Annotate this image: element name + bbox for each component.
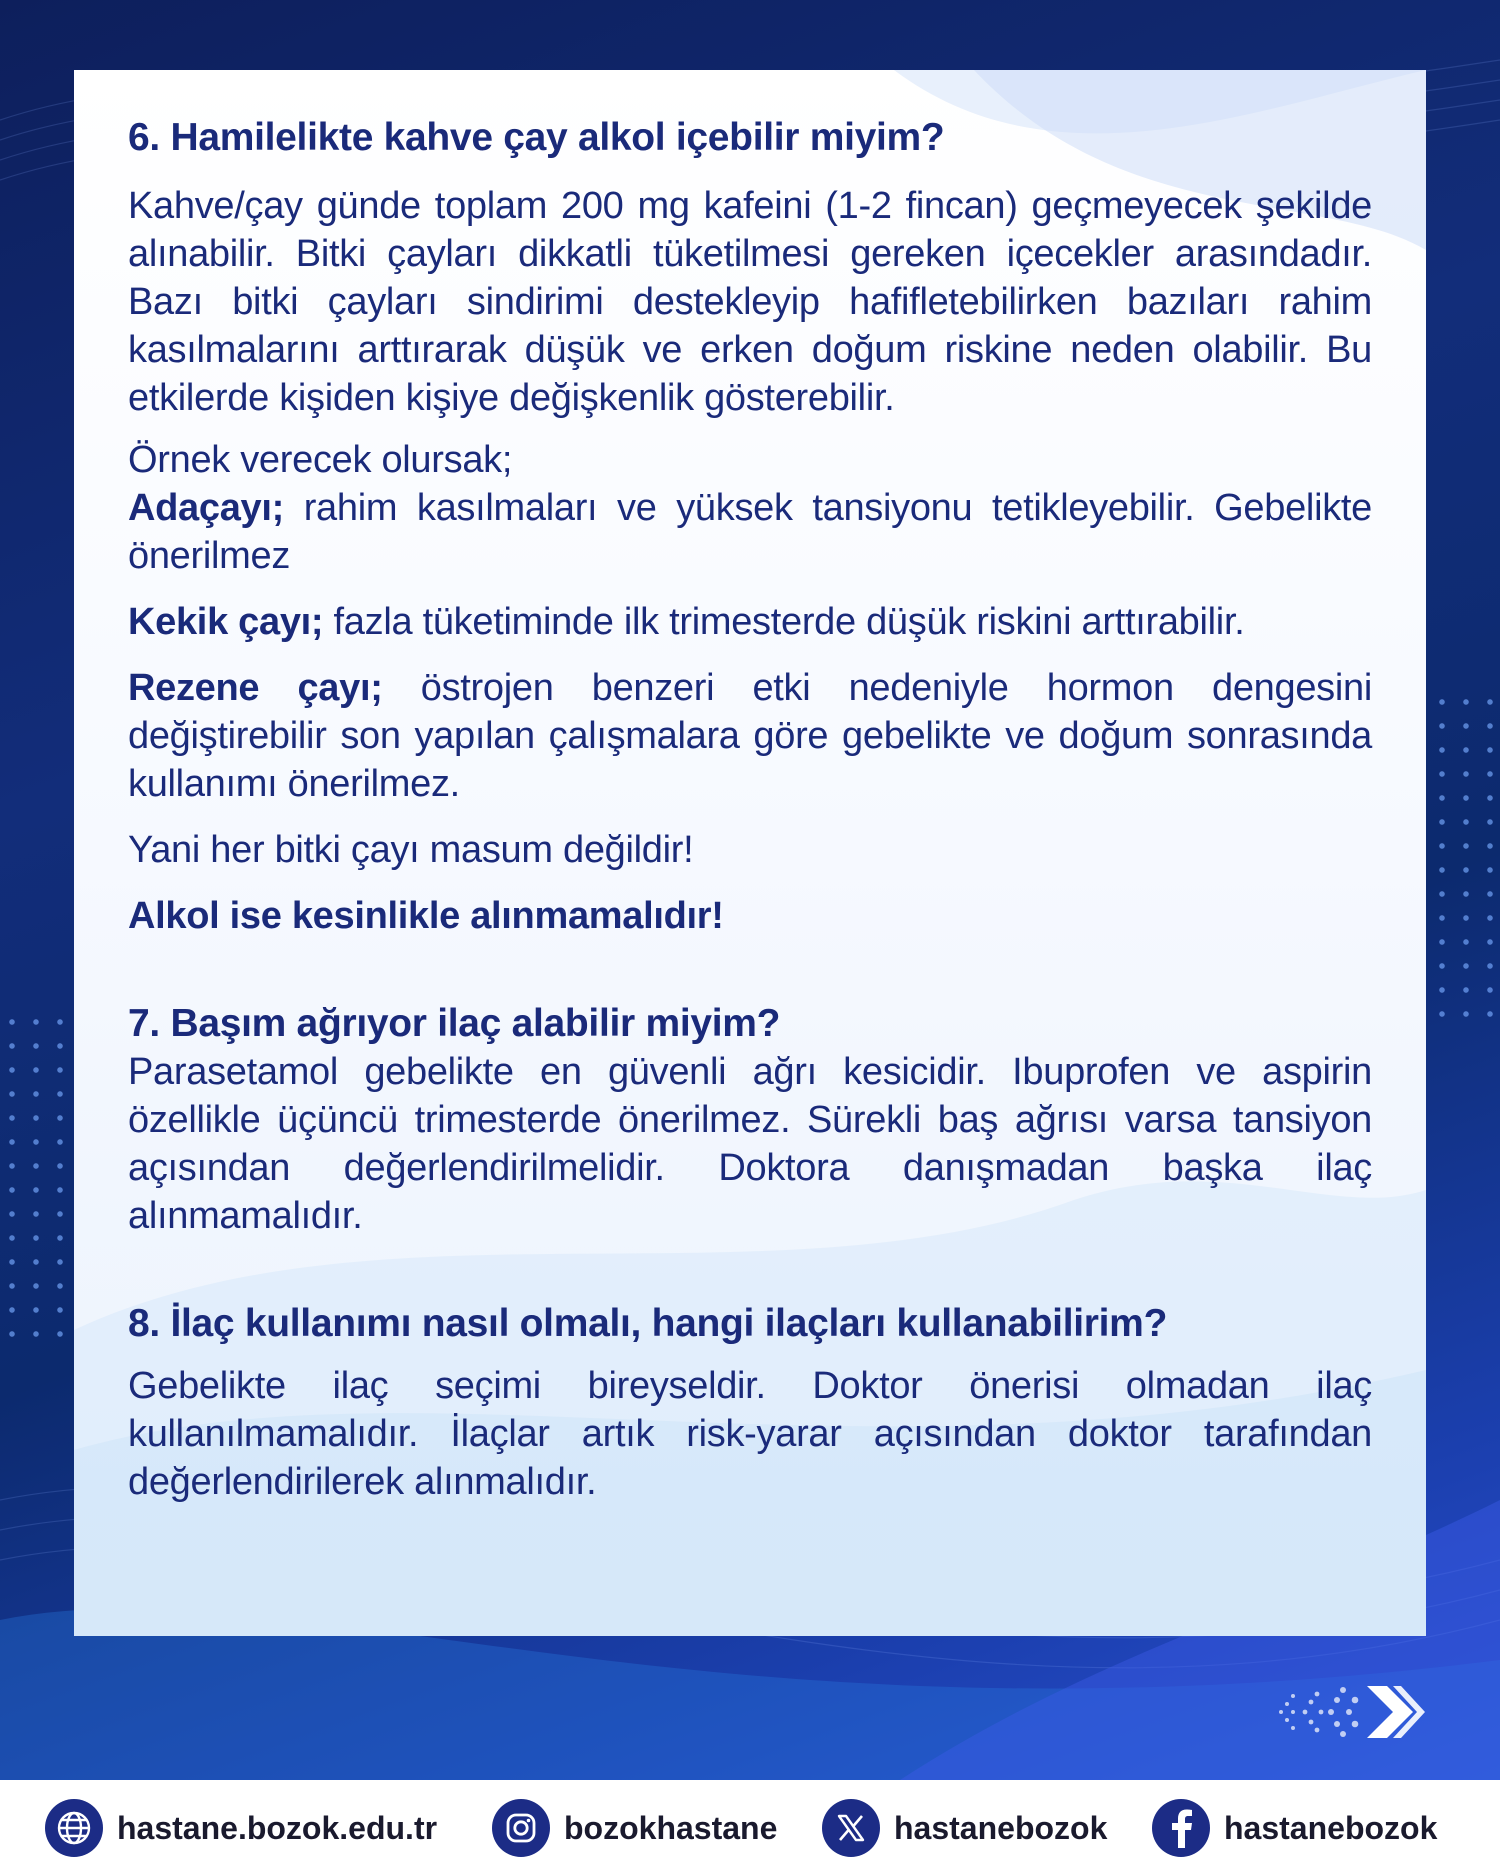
x-logo-icon — [822, 1799, 880, 1857]
item-adacayi — [128, 484, 1372, 580]
heading-section-6: 6. Hamilelikte kahve çay alkol içebilir miyim? — [128, 116, 945, 159]
heading-section-7: 7. Başım ağrıyor ilaç alabilir miyim? — [128, 1002, 781, 1045]
note-herbal-tea: Yani her bitki çayı masum değildir! — [128, 829, 694, 871]
footer-website[interactable] — [45, 1798, 437, 1858]
website-label: hastane.bozok.edu.tr — [117, 1809, 438, 1846]
item-term: Rezene çayı; — [128, 667, 383, 709]
paragraph-medication: Gebelikte ilaç seçimi bireyseldir. Doktor önerisi olmadan ilaç kullanılmamalıdır. İlaçlar artık risk-yarar açısından doktor tarafından değerlendirilerek alınmalıdır. — [128, 1365, 1372, 1503]
heading-section-8: 8. İlaç kullanımı nasıl olmalı, hangi ilaçları kullanabilirim? — [128, 1302, 1168, 1345]
footer-facebook[interactable] — [1152, 1798, 1437, 1858]
instagram-label: bozokhastane — [564, 1809, 778, 1846]
footer-social-bar — [0, 1780, 1500, 1875]
next-arrows-icon — [1275, 1682, 1425, 1742]
paragraph-headache: Parasetamol gebelikte en güvenli ağrı kesicidir. Ibuprofen ve aspirin özellikle üçüncü trimesterde önerilmez. Sürekli baş ağrısı varsa tansiyon açısından değerlendirilmelidir. Doktora danışmadan başka ilaç alınmamalıdır. — [128, 1051, 1372, 1237]
dot-pattern-right — [1430, 690, 1500, 1020]
item-term: Kekik çayı; — [128, 601, 324, 643]
item-rezene — [128, 664, 1372, 808]
item-text: fazla tüketiminde ilk trimesterde düşük riskini arttırabilir. — [323, 601, 1245, 643]
article-content — [128, 114, 1372, 1506]
facebook-label: hastanebozok — [1224, 1809, 1438, 1846]
footer-x[interactable] — [822, 1798, 1107, 1858]
paragraph-caffeine: Kahve/çay günde toplam 200 mg kafeini (1-2 fincan) geçmeyecek şekilde alınabilir. Bitki çayları dikkatli tüketilmesi gereken içecekler arasındadır. Bazı bitki çayları sindirimi destekleyip hafifletebilirken bazıları rahim kasılmalarını arttırarak düşük ve erken doğum riskine neden olabilir. Bu etkilerde kişiden kişiye değişkenlik gösterebilir. — [128, 185, 1372, 419]
x-label: hastanebozok — [894, 1809, 1108, 1846]
content-card — [74, 70, 1426, 1636]
warning-alcohol — [128, 892, 1372, 940]
footer-instagram[interactable] — [492, 1798, 777, 1858]
warning-text: Alkol ise kesinlikle alınmamalıdır! — [128, 895, 724, 937]
item-term: Adaçayı; — [128, 487, 285, 529]
item-kekik — [128, 598, 1372, 646]
item-text: östrojen benzeri etki nedeniyle hormon dengesini değiştirebilir son yapılan çalışmalara göre gebelikte ve doğum sonrasında kullanımı önerilmez. — [128, 667, 1372, 805]
facebook-icon — [1152, 1799, 1210, 1857]
instagram-icon — [492, 1799, 550, 1857]
item-text: rahim kasılmaları ve yüksek tansiyonu tetikleyebilir. Gebelikte önerilmez — [128, 487, 1372, 577]
example-lead: Örnek verecek olursak; — [128, 439, 513, 481]
dot-pattern-left — [0, 1010, 70, 1340]
globe-icon — [45, 1799, 103, 1857]
